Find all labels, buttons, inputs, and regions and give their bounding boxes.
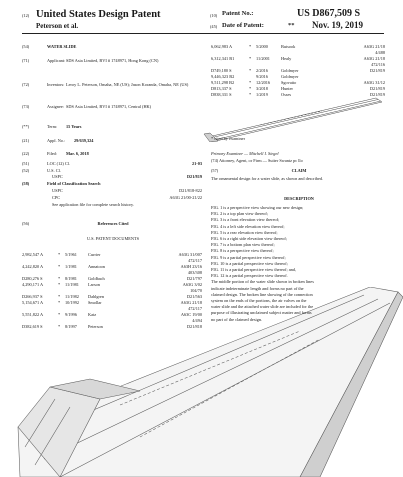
- assignee-value: SDS Asia Limited, BVI # 1748971, Central (HK): [66, 104, 152, 109]
- reference-no: 6,062,983 A: [211, 44, 233, 49]
- code-12: (12): [22, 13, 30, 18]
- reference-date: 1/1981: [65, 264, 77, 269]
- primary-examiner: Primary Examiner — Mitchell I. Siegel: [211, 151, 279, 156]
- reference-cls: A63G 21/18: [180, 300, 202, 305]
- reference-sub: 472/117: [188, 258, 202, 263]
- description-line: no part of the claimed design.: [211, 316, 263, 322]
- reference-mark: *: [249, 44, 252, 49]
- reference-no: 4,290,171 A: [22, 282, 44, 287]
- reference-date: 11/2001: [256, 56, 270, 61]
- references-title: References Cited: [97, 221, 129, 226]
- reference-cls: A63G 21/18: [363, 44, 385, 49]
- reference-name: Osses: [281, 92, 292, 97]
- patent-page: (12) United States Design Patent (10) Patent No.: US D867,509 S Peterson et al. (45) Date of Patent: ** Nov. 19, 2019 (54) WATER SLIDE (71) Applicant: SDS Asia Limited, BVI # 1748971, Hong Kong (CN) (72) Inventors: Leroy L. Peterson, Omaha, NE (US); Jason Koranda, Omaha, NE (US) (73) Assignee: SDS Asia Limited, BVI # 1748971, Central (HK) (**) Term: 15 Years (21) Appl. No.: 29/639,324 (22) Filed: Mar. 6, 2018 (51) LOC (12) Cl. 21-03 (52) U.S. Cl. USPC D21/819 (58) Field of Classification Search USPC D21/818-822 CPC A63G 21/00-21/22 See application file for complete search history. (56) References Cited U.S. PATENT DOCUMENTS * cited by examiner Primary Examiner — Mitchell I. Siegel (74) Attorney, Agent, or Firm — Suiter Swantz pc llo (57) CLAIM The ornamental design for a water slide, as shown and described. DESCRIPTION 2,982,547 A * 5/1961 Currier A63G 31/007 472/117 4,242,820 A * 1/1981 Annatoon A63H 23/16 403/308 D280,276 S * 8/1981 Goldbach D21/797 4,290,171 A * 11/1981 Larson A63G 3/02 104/70 D266,937 S * 11/1982 Dahlgren D21/563 5,154,671 A * 10/1992 Smollar A63G 21/18 472/117 5,551,822 A * 9/1996 Katz A63C 19/00 4/494 D382,619 S * 8/1997 Peterson D21/818 6,062,983 A * 5/2000 Butsook A63G 21/18 4/488 6,312,341 B1 * 11/2001 Healy A63G 21/18 472/116 D749,180 S * 2/2016 Goldmyer D21/819 9,446,323 B2 9/2016 Goldmyer 9,511,298 B2 * 12/2016 Sgovatto A63G 31/12 D813,337 S * 3/2018 Hunter D21/819 D838,331 S * 1/2019 Osses D21/819 FIG. 1 is a perspective view showing our new design; FIG. 2 is a top plan view thereof; FIG. 3 is a front elevation view thereof; FIG. 4 is a left side elevation view thereof; FIG. 5 is a rear elevation view thereof; FIG. 6 is a right side elevation view thereof; FIG. 7 is a bottom plan view thereof; FIG. 8 is a perspective view thereof; FIG. 9 is a partial perspective view thereof; FIG. 10 is a partial perspective view thereof; FIG. 11 is a partial perspective view thereof; and, FIG. 12 is a partial perspective view thereof. The middle portion of the water slide shown in broken lines indicate indeterminate length and forms no part of the claimed design. The broken line showing of the connection system on the ends of the portions, the air valves on the water slide and the attached water slide are included for the purpose of illustrating unclaimed subject matter and forms no part of the claimed design.: [0, 0, 403, 477]
- figure-description: FIG. 5 is a rear elevation view thereof;: [211, 229, 278, 235]
- reference-name: Goldbach: [88, 276, 105, 281]
- figure-description: FIG. 8 is a perspective view thereof;: [211, 248, 274, 254]
- reference-no: 2,982,547 A: [22, 252, 44, 257]
- attorney: (74) Attorney, Agent, or Firm — Suiter Swantz pc llo: [211, 158, 303, 163]
- reference-cls: D21/819: [369, 92, 385, 97]
- reference-date: 10/1992: [65, 300, 80, 305]
- figure-description: FIG. 10 is a partial perspective view thereof;: [211, 260, 288, 266]
- inventors-value: Leroy L. Peterson, Omaha, NE (US); Jason Koranda, Omaha, NE (US): [66, 82, 189, 87]
- reference-no: 5,551,822 A: [22, 312, 44, 317]
- date-marks: **: [288, 22, 295, 29]
- patent-kind-title: United States Design Patent: [36, 9, 161, 20]
- reference-cls: A63G 3/02: [182, 282, 202, 287]
- reference-sub: 104/70: [190, 288, 202, 293]
- reference-mark: *: [58, 276, 61, 281]
- slide-right-rail: [214, 101, 381, 140]
- reference-name: Currier: [88, 252, 101, 257]
- figure-description: FIG. 11 is a partial perspective view thereof; and,: [211, 267, 297, 272]
- reference-no: D838,331 S: [211, 92, 232, 97]
- figure-description: FIG. 9 is a partial perspective view thereof;: [211, 254, 286, 260]
- claim-title: CLAIM: [291, 168, 307, 173]
- reference-cls: D21/563: [186, 294, 202, 299]
- reference-name: Healy: [281, 56, 292, 61]
- reference-date: 12/2016: [256, 80, 271, 85]
- header-rule: [22, 33, 384, 34]
- reference-no: 5,154,671 A: [22, 300, 44, 305]
- reference-date: 8/1997: [65, 324, 77, 329]
- reference-name: Katz: [88, 312, 97, 317]
- reference-mark: *: [58, 300, 61, 305]
- reference-date: 11/1981: [65, 282, 79, 287]
- description-line: purpose of illustrating unclaimed subject matter and forms: [211, 310, 312, 316]
- reference-name: Sgovatto: [281, 80, 297, 85]
- description-line: water slide and the attached water slide are included for the: [211, 304, 314, 310]
- reference-date: 9/1996: [65, 312, 77, 317]
- reference-mark: *: [249, 86, 252, 91]
- code-10: (10): [210, 13, 218, 18]
- reference-cls: D21/819: [369, 68, 385, 73]
- reference-cls: A63G 31/007: [178, 252, 202, 257]
- description-line: indicate indeterminate length and forms no part of the: [211, 285, 304, 291]
- reference-cls: D21/819: [369, 86, 385, 91]
- figure-description: FIG. 2 is a top plan view thereof;: [211, 211, 269, 217]
- reference-name: Butsook: [281, 44, 296, 49]
- references-code: (56): [22, 221, 30, 226]
- claim-code: (57): [211, 168, 219, 173]
- reference-sub: 472/116: [371, 62, 385, 67]
- references-subtitle: U.S. PATENT DOCUMENTS: [86, 236, 140, 241]
- figure-description: FIG. 6 is a right side elevation view thereof;: [211, 236, 288, 241]
- figure-description: FIG. 4 is a left side elevation view thereof;: [211, 223, 285, 229]
- patent-date: Nov. 19, 2019: [312, 20, 364, 30]
- reference-sub: 4/494: [192, 318, 202, 323]
- reference-no: 6,312,341 B1: [211, 56, 235, 61]
- reference-mark: *: [58, 294, 61, 299]
- reference-name: Hunter: [281, 86, 293, 91]
- reference-date: 8/1981: [65, 276, 77, 281]
- description-title: DESCRIPTION: [284, 196, 314, 201]
- reference-cls: A63G 21/18: [363, 56, 385, 61]
- figure-description: FIG. 1 is a perspective view showing our new design;: [211, 205, 304, 210]
- code-45: (45): [210, 24, 218, 29]
- figure-description: FIG. 12 is a partial perspective view thereof.: [211, 273, 288, 279]
- inventor-short: Peterson et al.: [36, 22, 79, 30]
- reference-cls: D21/818: [186, 324, 202, 329]
- reference-mark: *: [58, 252, 61, 257]
- reference-no: D813,337 S: [211, 86, 232, 91]
- date-label: Date of Patent:: [222, 22, 264, 29]
- cited-by-examiner: * cited by examiner: [211, 136, 246, 141]
- reference-date: 5/2000: [256, 44, 268, 49]
- reference-name: Annatoon: [88, 264, 105, 269]
- figure-description: FIG. 7 is a bottom plan view thereof;: [211, 242, 275, 248]
- reference-sub: 403/308: [187, 270, 202, 275]
- reference-mark: *: [249, 80, 252, 85]
- reference-cls: A63G 31/12: [363, 80, 385, 85]
- reference-name: Peterson: [88, 324, 103, 329]
- reference-sub: 4/488: [375, 50, 385, 55]
- reference-sub: 472/117: [188, 306, 202, 311]
- reference-date: 9/2016: [256, 74, 268, 79]
- reference-cls: A63H 23/16: [180, 264, 202, 269]
- reference-mark: *: [249, 92, 252, 97]
- reference-name: Larson: [88, 282, 100, 287]
- patent-no-label: Patent No.:: [222, 10, 254, 17]
- reference-mark: *: [58, 312, 61, 317]
- reference-name: Dahlgren: [88, 294, 104, 299]
- reference-mark: *: [249, 68, 252, 73]
- reference-mark: *: [58, 324, 61, 329]
- reference-date: 1/2019: [256, 92, 268, 97]
- patent-number: US D867,509 S: [297, 8, 361, 19]
- reference-no: D749,180 S: [211, 68, 232, 73]
- reference-name: Goldmyer: [281, 74, 299, 79]
- reference-no: 4,242,820 A: [22, 264, 44, 269]
- reference-cls: D21/797: [186, 276, 202, 281]
- description-line: system on the ends of the portions, the air valves on the: [211, 298, 307, 303]
- reference-mark: *: [249, 56, 252, 61]
- applicant-value: SDS Asia Limited, BVI # 1748971, Hong Kong (CN): [66, 58, 159, 63]
- reference-date: 3/2018: [256, 86, 268, 91]
- reference-no: D280,276 S: [22, 276, 43, 281]
- description-line: The middle portion of the water slide shown in broken lines: [211, 279, 314, 285]
- reference-name: Goldmyer: [281, 68, 299, 73]
- description-line: claimed design. The broken line showing of the connection: [211, 291, 313, 297]
- reference-date: 11/1982: [65, 294, 79, 299]
- reference-no: 9,446,323 B2: [211, 74, 235, 79]
- reference-no: D266,937 S: [22, 294, 43, 299]
- reference-mark: *: [58, 264, 61, 269]
- reference-name: Smollar: [88, 300, 102, 305]
- reference-no: 9,511,298 B2: [211, 80, 235, 85]
- reference-date: 5/1961: [65, 252, 77, 257]
- reference-date: 2/2016: [256, 68, 268, 73]
- reference-mark: *: [58, 282, 61, 287]
- claim-text: The ornamental design for a water slide, as shown and described.: [211, 176, 324, 181]
- slide-left-rail: [210, 100, 378, 139]
- reference-no: D382,619 S: [22, 324, 43, 329]
- reference-cls: A63C 19/00: [180, 312, 202, 317]
- figure-description: FIG. 3 is a front elevation view thereof;: [211, 217, 280, 223]
- water-slide-drawing: [200, 92, 390, 142]
